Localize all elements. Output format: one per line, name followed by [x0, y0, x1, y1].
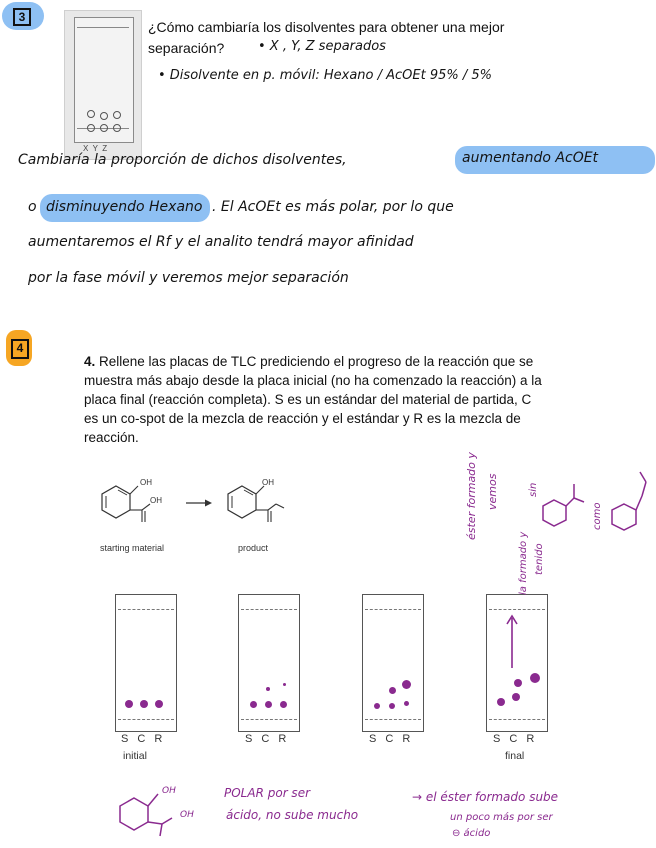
- starting-material-label: starting material: [100, 543, 165, 553]
- lanes-3: S C R: [369, 733, 414, 745]
- bottom-oh-label-1: OH: [162, 786, 176, 796]
- bottom-oh-label-2: OH: [180, 810, 194, 820]
- spot-c-high: [514, 679, 522, 687]
- hand-drawn-acid-structure: [540, 470, 590, 540]
- side-note-vertical-3: la formado y: [518, 531, 529, 595]
- tlc-photo-spot: [100, 112, 108, 120]
- answer-line-4: por la fase móvil y veremos mejor separación: [28, 270, 349, 286]
- bottom-note-3: → el éster formado sube: [412, 790, 559, 804]
- side-note-vertical-6: como: [592, 502, 603, 530]
- spot-c-high: [389, 687, 396, 694]
- spot-r-low: [404, 701, 409, 706]
- baseline: [118, 719, 174, 720]
- side-note-vertical-2: vemos: [486, 473, 499, 510]
- section-4-badge: 4: [11, 339, 29, 359]
- spot-s: [374, 703, 380, 709]
- bottom-note-4: un poco más por ser: [450, 812, 553, 823]
- spot-r-low: [280, 701, 287, 708]
- tlc-photo-spot: [113, 111, 121, 119]
- spot-c: [140, 700, 148, 708]
- tlc-photo-spot: [87, 110, 95, 118]
- starting-material-oh-label: OH: [140, 478, 152, 487]
- solvent-front-line: [241, 609, 297, 610]
- spot-c-low: [512, 693, 520, 701]
- section-3-badge: 3: [13, 8, 31, 26]
- up-arrow-annotation: [506, 610, 518, 670]
- starting-material-acid-oh-label: OH: [150, 496, 162, 505]
- tlc-plate-initial: [115, 594, 177, 732]
- question-4-line-3: placa final (reacción completa). S es un estándar del material de partida, C: [84, 392, 532, 407]
- product-label: product: [238, 543, 269, 553]
- solvent-front-line: [365, 609, 421, 610]
- note-xyz-separados: • X , Y, Z separados: [258, 39, 386, 54]
- baseline: [241, 719, 297, 720]
- question-3-line-1: ¿Cómo cambiaría los disolventes para obtener una mejor: [148, 19, 505, 35]
- product-oh-label: OH: [262, 478, 274, 487]
- hand-drawn-ester-structure: [606, 466, 654, 542]
- spot-s: [497, 698, 505, 706]
- solvent-front-line: [118, 609, 174, 610]
- side-note-vertical-4: tenido: [534, 543, 545, 575]
- spot-s: [125, 700, 133, 708]
- question-4-line-1: [84, 352, 588, 371]
- initial-label: initial: [123, 750, 147, 762]
- lanes-final: S C R: [493, 733, 538, 745]
- reaction-arrow: [186, 498, 212, 508]
- question-4: [84, 352, 588, 447]
- tlc-plate-3: [362, 594, 424, 732]
- spot-s: [250, 701, 257, 708]
- bottom-note-1: POLAR por ser: [224, 786, 311, 800]
- tlc-photo-spot: [100, 124, 108, 132]
- side-note-vertical-5: sin: [528, 482, 539, 497]
- tlc-photo-spot: [113, 124, 121, 132]
- spot-r-high: [283, 683, 286, 686]
- tlc-plate-2: [238, 594, 300, 732]
- tlc-photo-top-line: [77, 27, 129, 28]
- final-label: final: [505, 750, 525, 762]
- baseline: [489, 719, 545, 720]
- spot-c-high: [266, 687, 270, 691]
- tlc-photo: [64, 10, 142, 160]
- question-4-line-5: reacción.: [84, 430, 139, 445]
- answer-line-2-rest: . El AcOEt es más polar, por lo que: [212, 199, 454, 215]
- starting-material-structure: [96, 474, 176, 534]
- tlc-photo-lanes: X Y Z: [83, 144, 108, 153]
- side-note-vertical-1: éster formado y: [465, 452, 478, 540]
- spot-r: [530, 673, 540, 683]
- baseline: [365, 719, 421, 720]
- answer-line-3: aumentaremos el Rf y el analito tendrá mayor afinidad: [28, 234, 414, 250]
- spot-c-low: [389, 703, 395, 709]
- question-4-number: 4.: [84, 354, 96, 369]
- answer-line-2-highlighted: disminuyendo Hexano: [46, 199, 203, 215]
- tlc-photo-spot: [87, 124, 95, 132]
- bottom-note-5: ⊖ ácido: [452, 828, 491, 839]
- question-4-line-1-text: Rellene las placas de TLC prediciendo el progreso de la reacción que se: [99, 354, 534, 369]
- answer-line-1-highlighted: aumentando AcOEt: [462, 150, 599, 166]
- lanes-initial: S C R: [121, 733, 166, 745]
- question-3-line-2: separación?: [148, 40, 225, 56]
- answer-line-2-prefix: o: [28, 199, 37, 215]
- spot-r-high: [402, 680, 411, 689]
- lanes-2: S C R: [245, 733, 290, 745]
- answer-line-1: Cambiaría la proporción de dichos disolventes,: [18, 152, 347, 168]
- spot-c-low: [265, 701, 272, 708]
- note-solvent-system: • Disolvente en p. móvil: Hexano / AcOEt 95% / 5%: [158, 68, 493, 83]
- question-4-line-2: muestra más abajo desde la placa inicial (no ha comenzado la reacción) a la: [84, 373, 542, 388]
- spot-r: [155, 700, 163, 708]
- question-4-line-4: es un co-spot de la mezcla de reacción y el estándar y R es la mezcla de: [84, 411, 521, 426]
- bottom-note-2: ácido, no sube mucho: [226, 808, 359, 822]
